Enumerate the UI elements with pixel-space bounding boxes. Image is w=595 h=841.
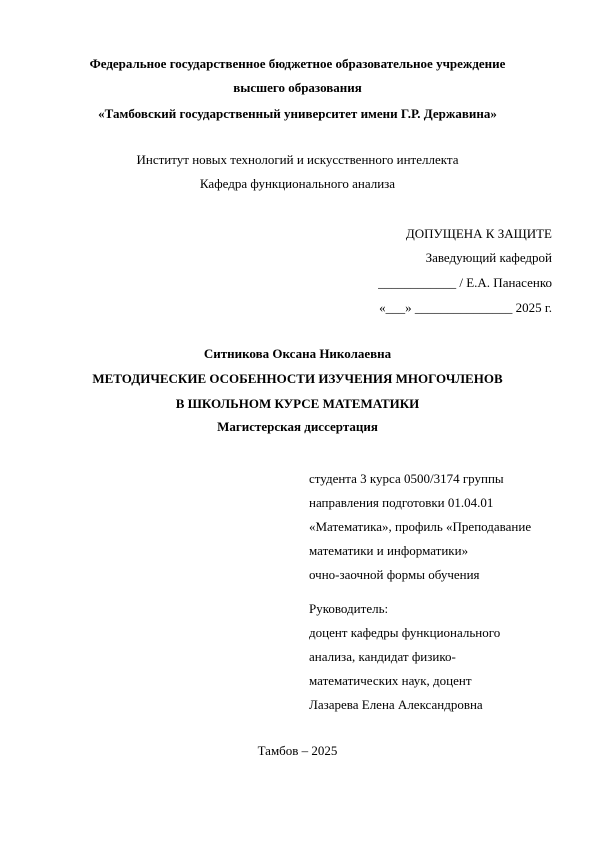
org-line-1: Федеральное государственное бюджетное образовательное учреждение bbox=[89, 56, 506, 71]
org-line-2: высшего образования bbox=[233, 80, 362, 95]
thesis-title-line-2: В ШКОЛЬНОМ КУРСЕ МАТЕМАТИКИ bbox=[175, 396, 420, 411]
approval-signature: ____________ / Е.А. Панасенко bbox=[378, 275, 552, 290]
student-info-line: «Математика», профиль «Преподавание bbox=[309, 519, 532, 534]
work-type: Магистерская диссертация bbox=[217, 419, 378, 434]
supervisor-info-line: Руководитель: bbox=[309, 601, 389, 616]
student-info-line: математики и информатики» bbox=[309, 543, 469, 558]
supervisor-info-line: доцент кафедры функционального bbox=[309, 625, 501, 640]
student-info-line: направления подготовки 01.04.01 bbox=[309, 495, 494, 510]
approval-heading: ДОПУЩЕНА К ЗАЩИТЕ bbox=[405, 226, 552, 241]
city-year: Тамбов – 2025 bbox=[257, 743, 338, 758]
student-info-line: очно-заочной формы обучения bbox=[309, 567, 480, 582]
author-name: Ситникова Оксана Николаевна bbox=[203, 346, 392, 361]
department-name: Кафедра функционального анализа bbox=[199, 176, 396, 191]
supervisor-info-line: математических наук, доцент bbox=[309, 673, 472, 688]
institute-name: Институт новых технологий и искусственного интеллекта bbox=[136, 152, 459, 167]
thesis-title-line-1: МЕТОДИЧЕСКИЕ ОСОБЕННОСТИ ИЗУЧЕНИЯ МНОГОЧЛЕНОВ bbox=[92, 371, 503, 386]
approval-head-title: Заведующий кафедрой bbox=[425, 250, 552, 265]
org-line-3: «Тамбовский государственный университет имени Г.Р. Державина» bbox=[98, 106, 497, 121]
supervisor-info-line: Лазарева Елена Александровна bbox=[309, 697, 483, 712]
supervisor-info-line: анализа, кандидат физико- bbox=[309, 649, 456, 664]
student-info-line: студента 3 курса 0500/3174 группы bbox=[309, 471, 504, 486]
approval-date: «___» _______________ 2025 г. bbox=[379, 300, 552, 315]
